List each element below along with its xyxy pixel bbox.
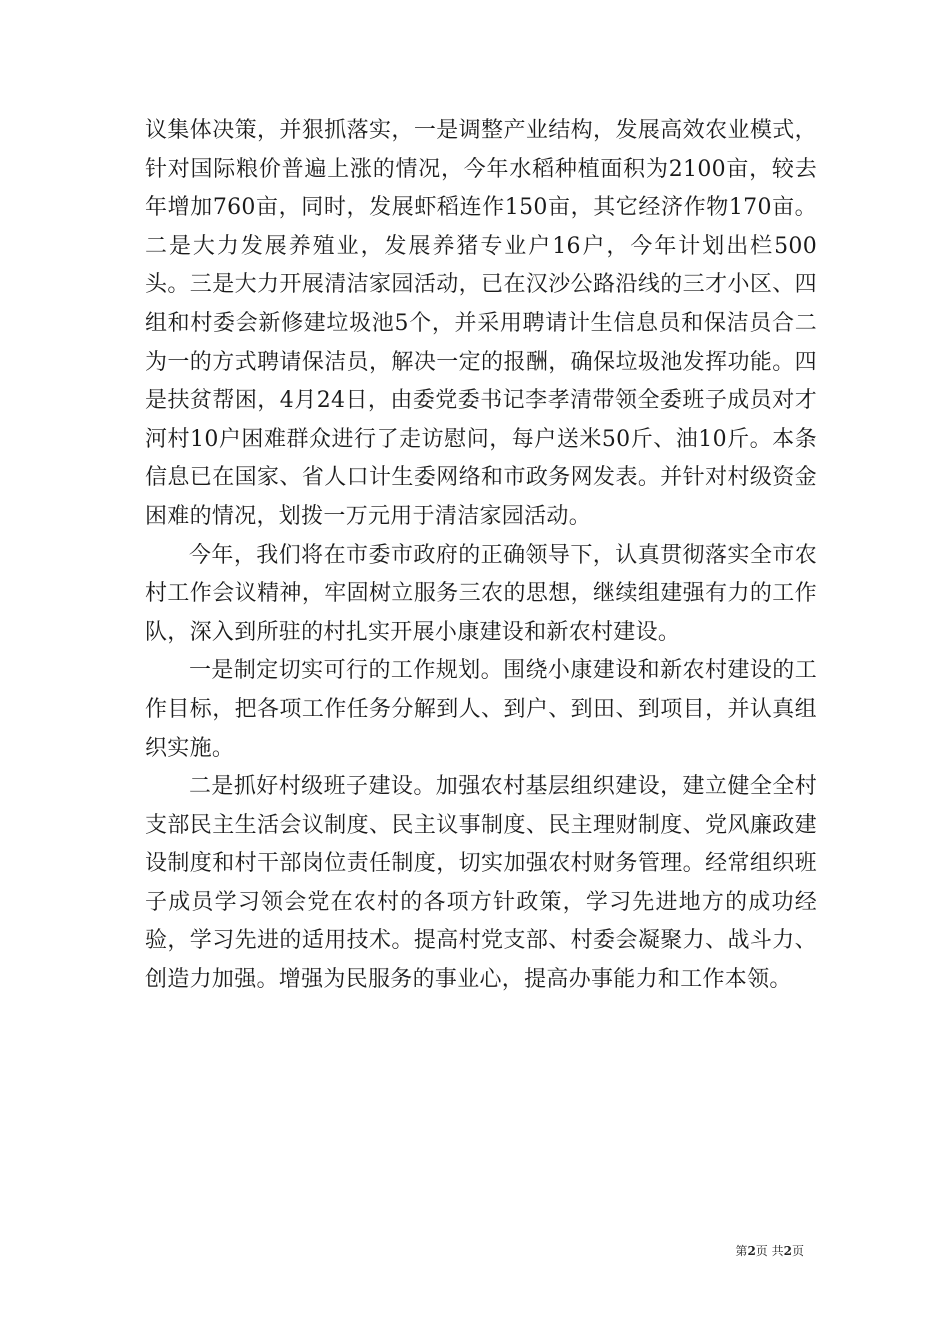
- footer-current-page: 2: [747, 1244, 756, 1258]
- paragraph-4: 二是抓好村级班子建设。加强农村基层组织建设，建立健全全村支部民主生活会议制度、民主议事制度、民主理财制度、党风廉政建设制度和村干部岗位责任制度，切实加强农村财务管理。经常组织班子成员学习领会党在农村的各项方针政策，学习先进地方的成功经验，学习先进的适用技术。提高村党支部、村委会凝聚力、战斗力、创造力加强。增强为民服务的事业心，提高办事能力和工作本领。: [145, 774, 817, 993]
- document-body: [145, 112, 817, 1000]
- paragraph-2: 今年，我们将在市委市政府的正确领导下，认真贯彻落实全市农村工作会议精神，牢固树立服务三农的思想，继续组建强有力的工作队，深入到所驻的村扎实开展小康建设和新农村建设。: [145, 542, 817, 645]
- footer-total-pages: 2: [783, 1244, 792, 1258]
- footer-prefix: 第: [735, 1244, 748, 1258]
- footer-suffix: 页: [791, 1244, 804, 1258]
- footer-middle: 页 共: [755, 1244, 784, 1258]
- paragraph-1: 议集体决策，并狠抓落实，一是调整产业结构，发展高效农业模式，针对国际粮价普遍上涨的情况，今年水稻种植面积为2100亩，较去年增加760亩，同时，发展虾稻连作150亩，其它经济作物170亩。二是大力发展养殖业，发展养猪专业户16户，今年计划出栏500头。三是大力开展清洁家园活动，已在汉沙公路沿线的三才小区、四组和村委会新修建垃圾池5个，并采用聘请计生信息员和保洁员合二为一的方式聘请保洁员，解决一定的报酬，确保垃圾池发挥功能。四是扶贫帮困，4月24日，由委党委书记李孝清带领全委班子成员对才河村10户困难群众进行了走访慰问，每户送米50斤、油10斤。本条信息已在国家、省人口计生委网络和市政务网发表。并针对村级资金困难的情况，划拨一万元用于清洁家园活动。: [145, 118, 817, 529]
- page-number-footer: [735, 1243, 804, 1259]
- paragraph-3: 一是制定切实可行的工作规划。围绕小康建设和新农村建设的工作目标，把各项工作任务分解到人、到户、到田、到项目，并认真组织实施。: [145, 658, 817, 761]
